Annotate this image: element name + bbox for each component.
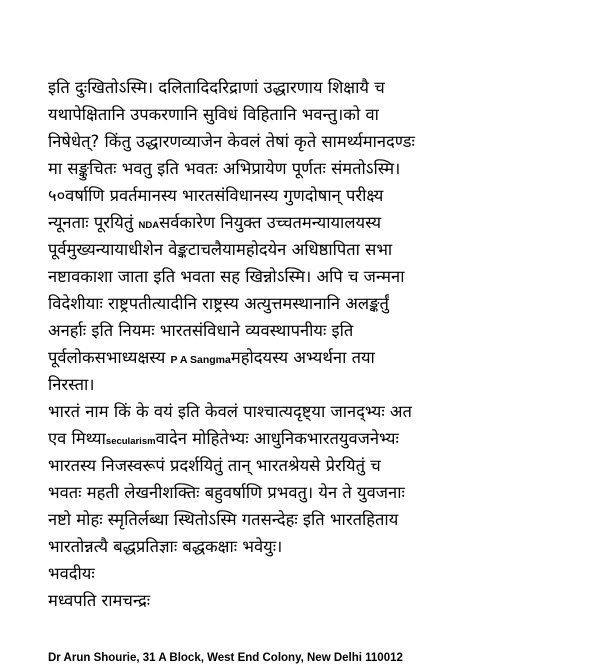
letter-line-11 <box>48 344 594 371</box>
letter-line-6 <box>48 209 594 236</box>
closing-salutation: भवदीयः <box>48 564 95 583</box>
letter-line-17: नष्टो मोहः स्मृतिर्लब्धा स्थितोऽस्मि गतसन्देहः इति भारतहिताय <box>48 510 399 529</box>
letter-line-4: मा सङ्कुचितः भवतु इति भवतः अभिप्रायेण पूर्णतः संमतोऽस्मि। <box>48 159 401 178</box>
letter-line-3: निषेधेत्? किंतु उद्धारणव्याजेन केवलं तेषां कृते सामर्थ्यमानदण्डः <box>48 132 415 151</box>
letter-line-2: यथापेक्षितानि उपकरणानि सुविधं विहितानि भवन्तु।को वा <box>48 105 379 124</box>
secularism-word: secularism <box>105 436 156 447</box>
letter-line-6-text-a: न्यूनताः पूरयितुं <box>48 213 139 232</box>
letter-line-7: पूर्वमुख्यन्यायाधीशेन वेङ्कटाचलैयामहोदयेन अधिष्ठापिता सभा <box>48 240 393 259</box>
letter-line-10: अनर्हाः इति नियमः भारतसंविधाने व्यवस्थापनीयः इति <box>48 321 354 340</box>
letter-line-14-text-a: एव मिथ्या <box>48 429 106 448</box>
letter-line-5: ५०वर्षाणि प्रवर्तमानस्य भारतसंविधानस्य गुणदोषान् परीक्ष्य <box>48 186 384 205</box>
sender-signature: मध्वपति रामचन्द्रः <box>48 591 151 610</box>
recipient-address: Dr Arun Shourie, 31 A Block, West End Colony, New Delhi 110012 <box>48 652 403 664</box>
letter-line-9: विदेशीयाः राष्ट्रपतीत्यादीनि राष्ट्रस्य अत्युत्तमस्थानानि अलङ्कर्तुं <box>48 294 389 313</box>
letter-line-8: नष्टावकाशा जाता इति भवता सह खिन्नोऽस्मि। अपि च जन्मना <box>48 267 405 286</box>
letter-line-16: भवतः महती लेखनीशक्तिः बहुवर्षाणि प्रभवतु। येन ते युवजनाः <box>48 483 405 502</box>
letter-line-14-text-b: वादेन मोहितेभ्यः आधुनिकभारतयुवजनेभ्यः <box>155 429 399 448</box>
letter-line-11-text-b: महोदयस्य अभ्यर्थना तया <box>230 348 375 367</box>
letter-line-1: इति दुःखितोऽस्मि। दलितादिदरिद्राणां उद्धारणाय शिक्षायै च <box>48 78 385 97</box>
letter-line-6-text-b: सर्वकारेण नियुक्त उच्चतमन्यायालयस्य <box>159 213 382 232</box>
letter-line-12: निरस्ता। <box>48 375 95 394</box>
letter-line-14 <box>48 425 594 452</box>
letter-line-13: भारतं नाम किं के वयं इति केवलं पाश्चात्यदृष्ट्या जानद्भ्यः अत <box>48 402 412 421</box>
letter-line-18: भारतोन्नत्यै बद्धप्रतिज्ञाः बद्धकक्षाः भवेयुः। <box>48 537 283 556</box>
letter-line-15: भारतस्य निजस्वरूपं प्रदर्शयितुं तान् भारतश्रेयसे प्रेरयितुं च <box>48 456 381 475</box>
nda-abbreviation: NDA <box>138 220 160 231</box>
sangma-name: P A Sangma <box>170 354 231 366</box>
letter-body <box>48 74 594 614</box>
letter-line-11-text-a: पूर्वलोकसभाध्यक्षस्य <box>48 348 171 367</box>
